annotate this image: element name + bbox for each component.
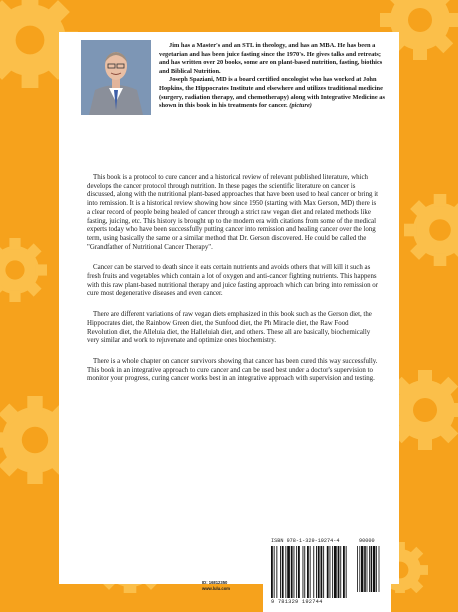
- bio-paragraph-spaziani: Joseph Spaziani, MD is a board certified oncologist who has worked at John Hopkins, the Hippocrates Institute and elsewhere and utilizes traditional medicine (surgery, radiation therapy, and chemotherapy) along with Integrative Medicine as shown in this book in his treatments for cancer. (picture): [159, 76, 385, 110]
- book-description: [87, 174, 379, 396]
- publisher-id: ID: 16812350: [202, 580, 228, 585]
- isbn-price-code: 90000: [359, 538, 375, 544]
- isbn-barcode-block: [263, 538, 391, 612]
- isbn-label: ISBN 978-1-329-19274-4: [271, 538, 340, 544]
- barcode-image: [271, 546, 387, 598]
- isbn-digits: 9 781329 192744: [271, 599, 323, 605]
- bio-paragraph-jim: Jim has a Master's and an STL in theology, and has an MBA. He has been a vegetarian and has been juice fasting since the 1970's. He gives talks and retreats; and has written over 20 books, some are on plant-based nutrition, fasting, biothics and Biblical Nutrition.: [159, 42, 383, 75]
- picture-caption: (picture): [289, 102, 312, 110]
- description-paragraph-3: There are different variations of raw vegan diets emphasized in this book such as the Gerson diet, the Hippocrates diet, the Rainbow Green diet, the Sunfood diet, the Ph Miracle diet, the Raw Food Revolution diet, the Alleluia diet, the Halleluiah diet, and others. These all are basically, biochemically very similar and work to rejuvenate and optimize ones biochemistry.: [87, 311, 372, 345]
- back-cover-panel: [59, 32, 399, 605]
- publisher-url: www.lulu.com: [202, 586, 230, 591]
- publisher-info: [202, 580, 230, 592]
- description-paragraph-1: This book is a protocol to cure cancer and a historical review of relevant published literature, which develops the cancer protocol through nutrition. In these pages the scientific literature on cancer is discussed, along with the nutritional plant-based approaches that have been used to heal cancer or bring it into remission. It is a historical review showing how since 1950 (starting with Max Gerson, MD) there is a clear record of people being healed of cancer through a strict raw vegan diet and related methods like fasting, juicing, etc. This history is brought up to the modern era with citations from some of the medical experts today who have been successfully putting cancer into remission and healing cancer over the long term, using basically the same or a similar method that Dr. Gerson discovered. He could be called the "Grandfather of Nutritional Cancer Therapy".: [87, 174, 379, 251]
- description-paragraph-2: Cancer can be starved to death since it eats certain nutrients and avoids others that will kill it such as fresh fruits and vegetables which contain a lot of oxygen and anti-cancer fighting nutrients. This happens with this raw plant-based nutritional therapy and juice fasting approach which can bring into remission or cure most degenerative diseases and even cancer.: [87, 264, 379, 298]
- author-photo: [81, 40, 151, 115]
- description-paragraph-4: There is a whole chapter on cancer survivors showing that cancer has been cured this way successfully. This book in an integrative approach to cure cancer and can be used best under a doctor's supervision to monitor your progress, curing cancer works best in an integrative approach with supervision and testing.: [87, 357, 378, 383]
- author-bio: [159, 42, 391, 111]
